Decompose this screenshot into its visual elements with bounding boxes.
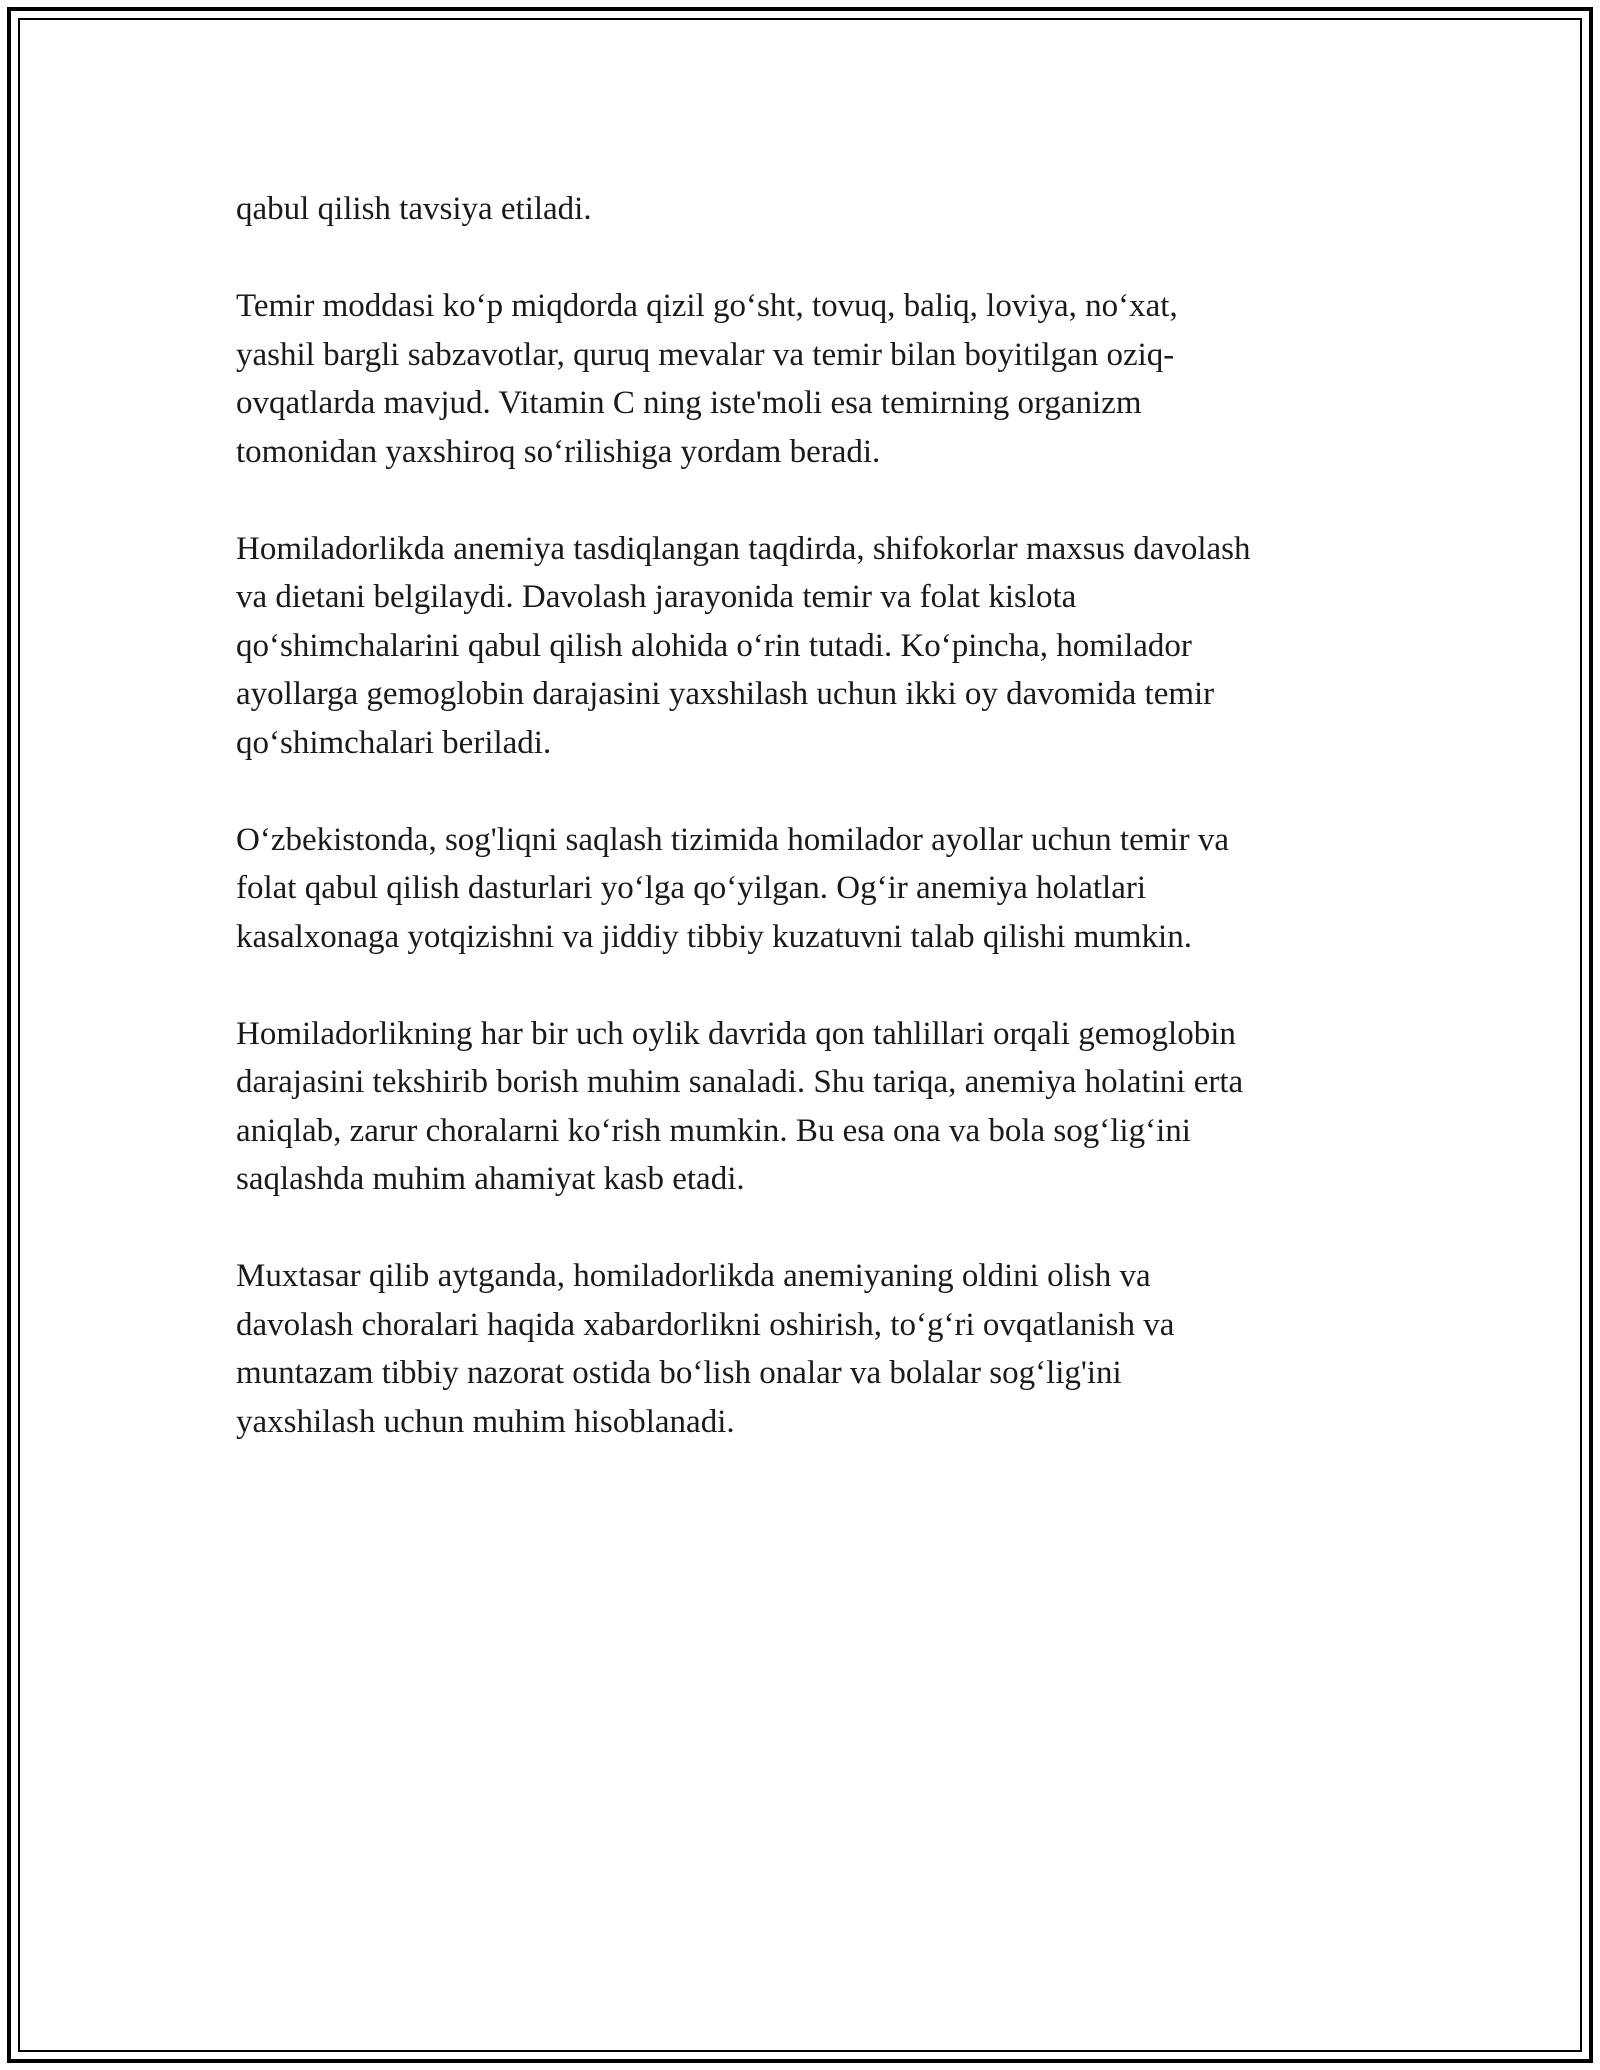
paragraph-4 bbox=[236, 816, 1416, 962]
text-line: Temir moddasi ko‘p miqdorda qizil go‘sht, tovuq, baliq, loviya, no‘xat, bbox=[236, 288, 1178, 324]
text-line: yashil bargli sabzavotlar, quruq mevalar va temir bilan boyitilgan oziq- bbox=[236, 336, 1175, 373]
text-line: Homiladorlikning har bir uch oylik davrida qon tahlillari orqali gemoglobin bbox=[236, 1015, 1236, 1052]
text-line: folat qabul qilish dasturlari yo‘lga qo‘yilgan. Og‘ir anemiya holatlari bbox=[236, 870, 1146, 906]
text-line: qo‘shimchalarini qabul qilish alohida o‘rin tutadi. Ko‘pincha, homilador bbox=[236, 627, 1192, 664]
paragraph-2 bbox=[236, 282, 1416, 476]
text-line: va dietani belgilaydi. Davolash jarayonida temir va folat kislota bbox=[236, 579, 1077, 615]
paragraph-6 bbox=[236, 1252, 1416, 1446]
text-line: kasalxonaga yotqizishni va jiddiy tibbiy kuzatuvni talab qilishi mumkin. bbox=[236, 918, 1192, 955]
text-line: saqlashda muhim ahamiyat kasb etadi. bbox=[236, 1161, 745, 1197]
paragraph-3 bbox=[236, 525, 1416, 768]
text-line: ovqatlarda mavjud. Vitamin C ning iste'moli esa temirning organizm bbox=[236, 385, 1142, 421]
text-line: yaxshilash uchun muhim hisoblanadi. bbox=[236, 1403, 735, 1440]
text-line: qabul qilish tavsiya etiladi. bbox=[236, 191, 592, 227]
document-body bbox=[236, 185, 1416, 1495]
text-line: davolash choralari haqida xabardorlikni oshirish, to‘g‘ri ovqatlanish va bbox=[236, 1306, 1175, 1343]
paragraph-1 bbox=[236, 185, 1416, 234]
text-line: O‘zbekistonda, sog'liqni saqlash tizimida homilador ayollar uchun temir va bbox=[236, 821, 1229, 858]
paragraph-5 bbox=[236, 1010, 1416, 1204]
text-line: darajasini tekshirib borish muhim sanaladi. Shu tariqa, anemiya holatini erta bbox=[236, 1064, 1244, 1100]
text-line: Muxtasar qilib aytganda, homiladorlikda anemiyaning oldini olish va bbox=[236, 1258, 1151, 1294]
text-line: tomonidan yaxshiroq so‘rilishiga yordam beradi. bbox=[236, 433, 881, 470]
text-line: ayollarga gemoglobin darajasini yaxshilash uchun ikki oy davomida temir bbox=[236, 676, 1215, 712]
text-line: aniqlab, zarur choralarni ko‘rish mumkin. Bu esa ona va bola sog‘lig‘ini bbox=[236, 1112, 1191, 1149]
text-line: Homiladorlikda anemiya tasdiqlangan taqdirda, shifokorlar maxsus davolash bbox=[236, 530, 1251, 567]
text-line: muntazam tibbiy nazorat ostida bo‘lish onalar va bolalar sog‘lig'ini bbox=[236, 1355, 1122, 1391]
text-line: qo‘shimchalari beriladi. bbox=[236, 724, 552, 761]
